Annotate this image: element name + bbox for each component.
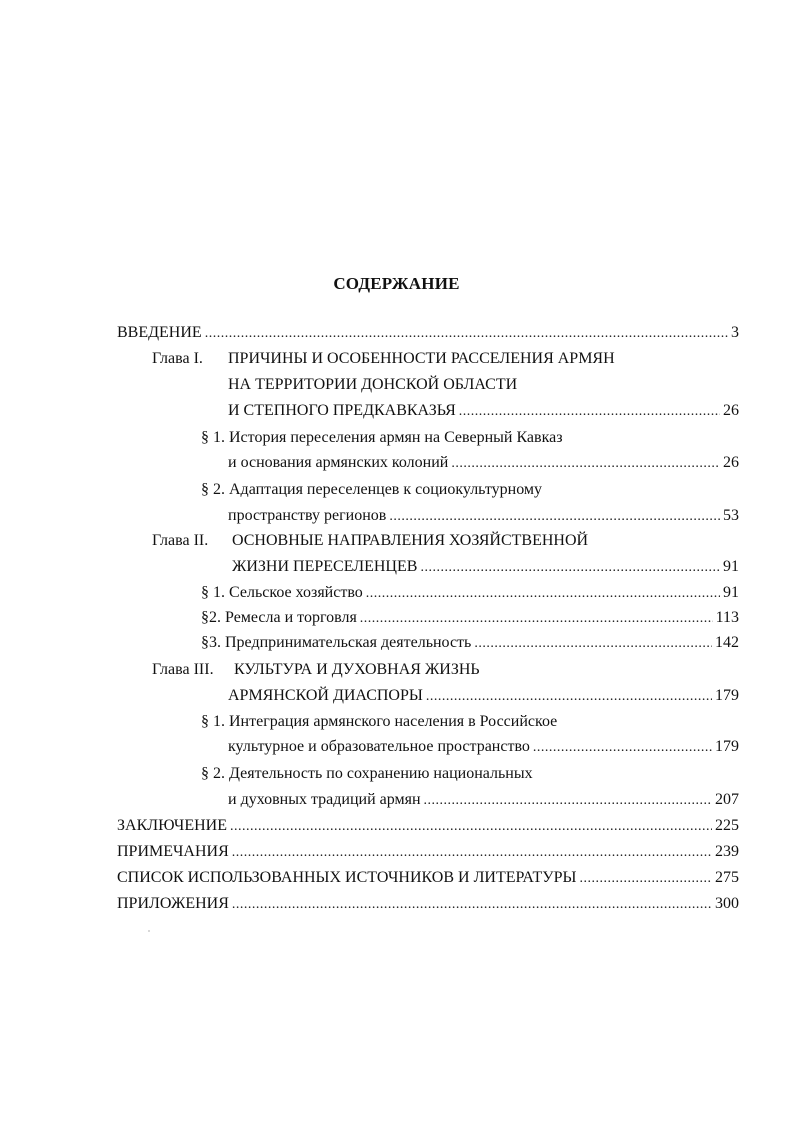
toc-entry-notes[interactable] xyxy=(117,841,739,863)
entry-label: § 2. Деятельность по сохранению национальных xyxy=(201,765,533,782)
toc-entry-chapter-3-line-2[interactable] xyxy=(228,685,739,707)
entry-label: § 2. Адаптация переселенцев к социокультурному xyxy=(201,481,543,498)
entry-page-number: 91 xyxy=(723,584,739,601)
entry-label: ПРИЛОЖЕНИЯ xyxy=(117,895,229,912)
entry-page-number: 91 xyxy=(723,558,739,575)
entry-label: §3. Предпринимательская деятельность xyxy=(201,634,472,651)
dot-leader xyxy=(451,452,720,474)
toc-entry-ch1-section-1-line-1[interactable] xyxy=(201,427,741,449)
toc-entry-chapter-2-line-1[interactable] xyxy=(152,530,752,552)
chapter-prefix: Глава II. xyxy=(152,532,209,549)
dot-leader xyxy=(533,736,712,758)
entry-label: ПРИМЕЧАНИЯ xyxy=(117,843,229,860)
entry-page-number: 300 xyxy=(715,895,739,912)
toc-entry-introduction[interactable] xyxy=(117,322,739,344)
toc-entry-chapter-1-line-1[interactable] xyxy=(152,348,752,370)
toc-entry-ch2-section-3[interactable] xyxy=(201,632,739,654)
entry-label: и основания армянских колоний xyxy=(228,454,449,471)
entry-label: И СТЕПНОГО ПРЕДКАВКАЗЬЯ xyxy=(228,402,456,419)
toc-entry-chapter-3-line-1[interactable] xyxy=(152,659,752,681)
entry-label: НА ТЕРРИТОРИИ ДОНСКОЙ ОБЛАСТИ xyxy=(228,376,518,393)
scan-speck xyxy=(148,930,150,932)
dot-leader xyxy=(474,632,712,654)
dot-leader xyxy=(426,685,712,707)
entry-label: ПРИЧИНЫ И ОСОБЕННОСТИ РАССЕЛЕНИЯ АРМЯН xyxy=(228,350,615,367)
dot-leader xyxy=(579,867,712,889)
toc-entry-ch1-section-2-line-1[interactable] xyxy=(201,479,741,501)
entry-label: пространству регионов xyxy=(228,507,387,524)
toc-entry-ch3-section-1-line-2[interactable] xyxy=(228,736,739,758)
toc-entry-sources[interactable] xyxy=(117,867,739,889)
entry-page-number: 113 xyxy=(715,609,739,626)
toc-entry-ch1-section-1-line-2[interactable] xyxy=(228,452,739,474)
entry-label: и духовных традиций армян xyxy=(228,791,421,808)
entry-page-number: 239 xyxy=(715,843,739,860)
entry-label: КУЛЬТУРА И ДУХОВНАЯ ЖИЗНЬ xyxy=(234,661,480,678)
dot-leader xyxy=(366,582,720,604)
toc-entry-appendices[interactable] xyxy=(117,893,739,915)
toc-entry-ch3-section-2-line-2[interactable] xyxy=(228,789,739,811)
dot-leader xyxy=(205,322,728,344)
dot-leader xyxy=(420,556,720,578)
entry-label: ЖИЗНИ ПЕРЕСЕЛЕНЦЕВ xyxy=(232,558,418,575)
toc-entry-chapter-2-line-2[interactable] xyxy=(232,556,739,578)
toc-entry-conclusion[interactable] xyxy=(117,815,739,837)
dot-leader xyxy=(389,505,720,527)
dot-leader xyxy=(459,400,720,422)
entry-label: § 1. Интеграция армянского населения в Российское xyxy=(201,713,558,730)
dot-leader xyxy=(360,607,713,629)
entry-label: СПИСОК ИСПОЛЬЗОВАННЫХ ИСТОЧНИКОВ И ЛИТЕРАТУРЫ xyxy=(117,869,577,886)
entry-page-number: 53 xyxy=(723,507,739,524)
entry-page-number: 207 xyxy=(715,791,739,808)
entry-label: § 1. История переселения армян на Северный Кавказ xyxy=(201,429,563,446)
dot-leader xyxy=(232,893,712,915)
toc-entry-chapter-1-line-3[interactable] xyxy=(228,400,739,422)
dot-leader xyxy=(232,841,712,863)
entry-label: культурное и образовательное пространство xyxy=(228,738,530,755)
toc-entry-ch3-section-1-line-1[interactable] xyxy=(201,711,741,733)
toc-entry-ch1-section-2-line-2[interactable] xyxy=(228,505,739,527)
entry-label: ЗАКЛЮЧЕНИЕ xyxy=(117,817,227,834)
chapter-prefix: Глава III. xyxy=(152,661,214,678)
toc-entry-chapter-1-line-2 xyxy=(228,374,748,396)
entry-page-number: 26 xyxy=(723,402,739,419)
toc-entry-ch2-section-1[interactable] xyxy=(201,582,739,604)
toc-entry-ch2-section-2[interactable] xyxy=(201,607,739,629)
entry-page-number: 26 xyxy=(723,454,739,471)
entry-page-number: 179 xyxy=(715,738,739,755)
entry-page-number: 142 xyxy=(715,634,739,651)
entry-page-number: 275 xyxy=(715,869,739,886)
entry-label: ОСНОВНЫЕ НАПРАВЛЕНИЯ ХОЗЯЙСТВЕННОЙ xyxy=(232,532,589,549)
dot-leader xyxy=(424,789,712,811)
entry-page-number: 3 xyxy=(731,324,739,341)
entry-label: ВВЕДЕНИЕ xyxy=(117,324,202,341)
entry-label: § 1. Сельское хозяйство xyxy=(201,584,363,601)
page-title: СОДЕРЖАНИЕ xyxy=(333,274,460,293)
toc-entry-ch3-section-2-line-1[interactable] xyxy=(201,763,741,785)
entry-page-number: 179 xyxy=(715,687,739,704)
entry-label: §2. Ремесла и торговля xyxy=(201,609,357,626)
entry-label: АРМЯНСКОЙ ДИАСПОРЫ xyxy=(228,687,423,704)
entry-page-number: 225 xyxy=(715,817,739,834)
chapter-prefix: Глава I. xyxy=(152,350,203,367)
dot-leader xyxy=(230,815,712,837)
